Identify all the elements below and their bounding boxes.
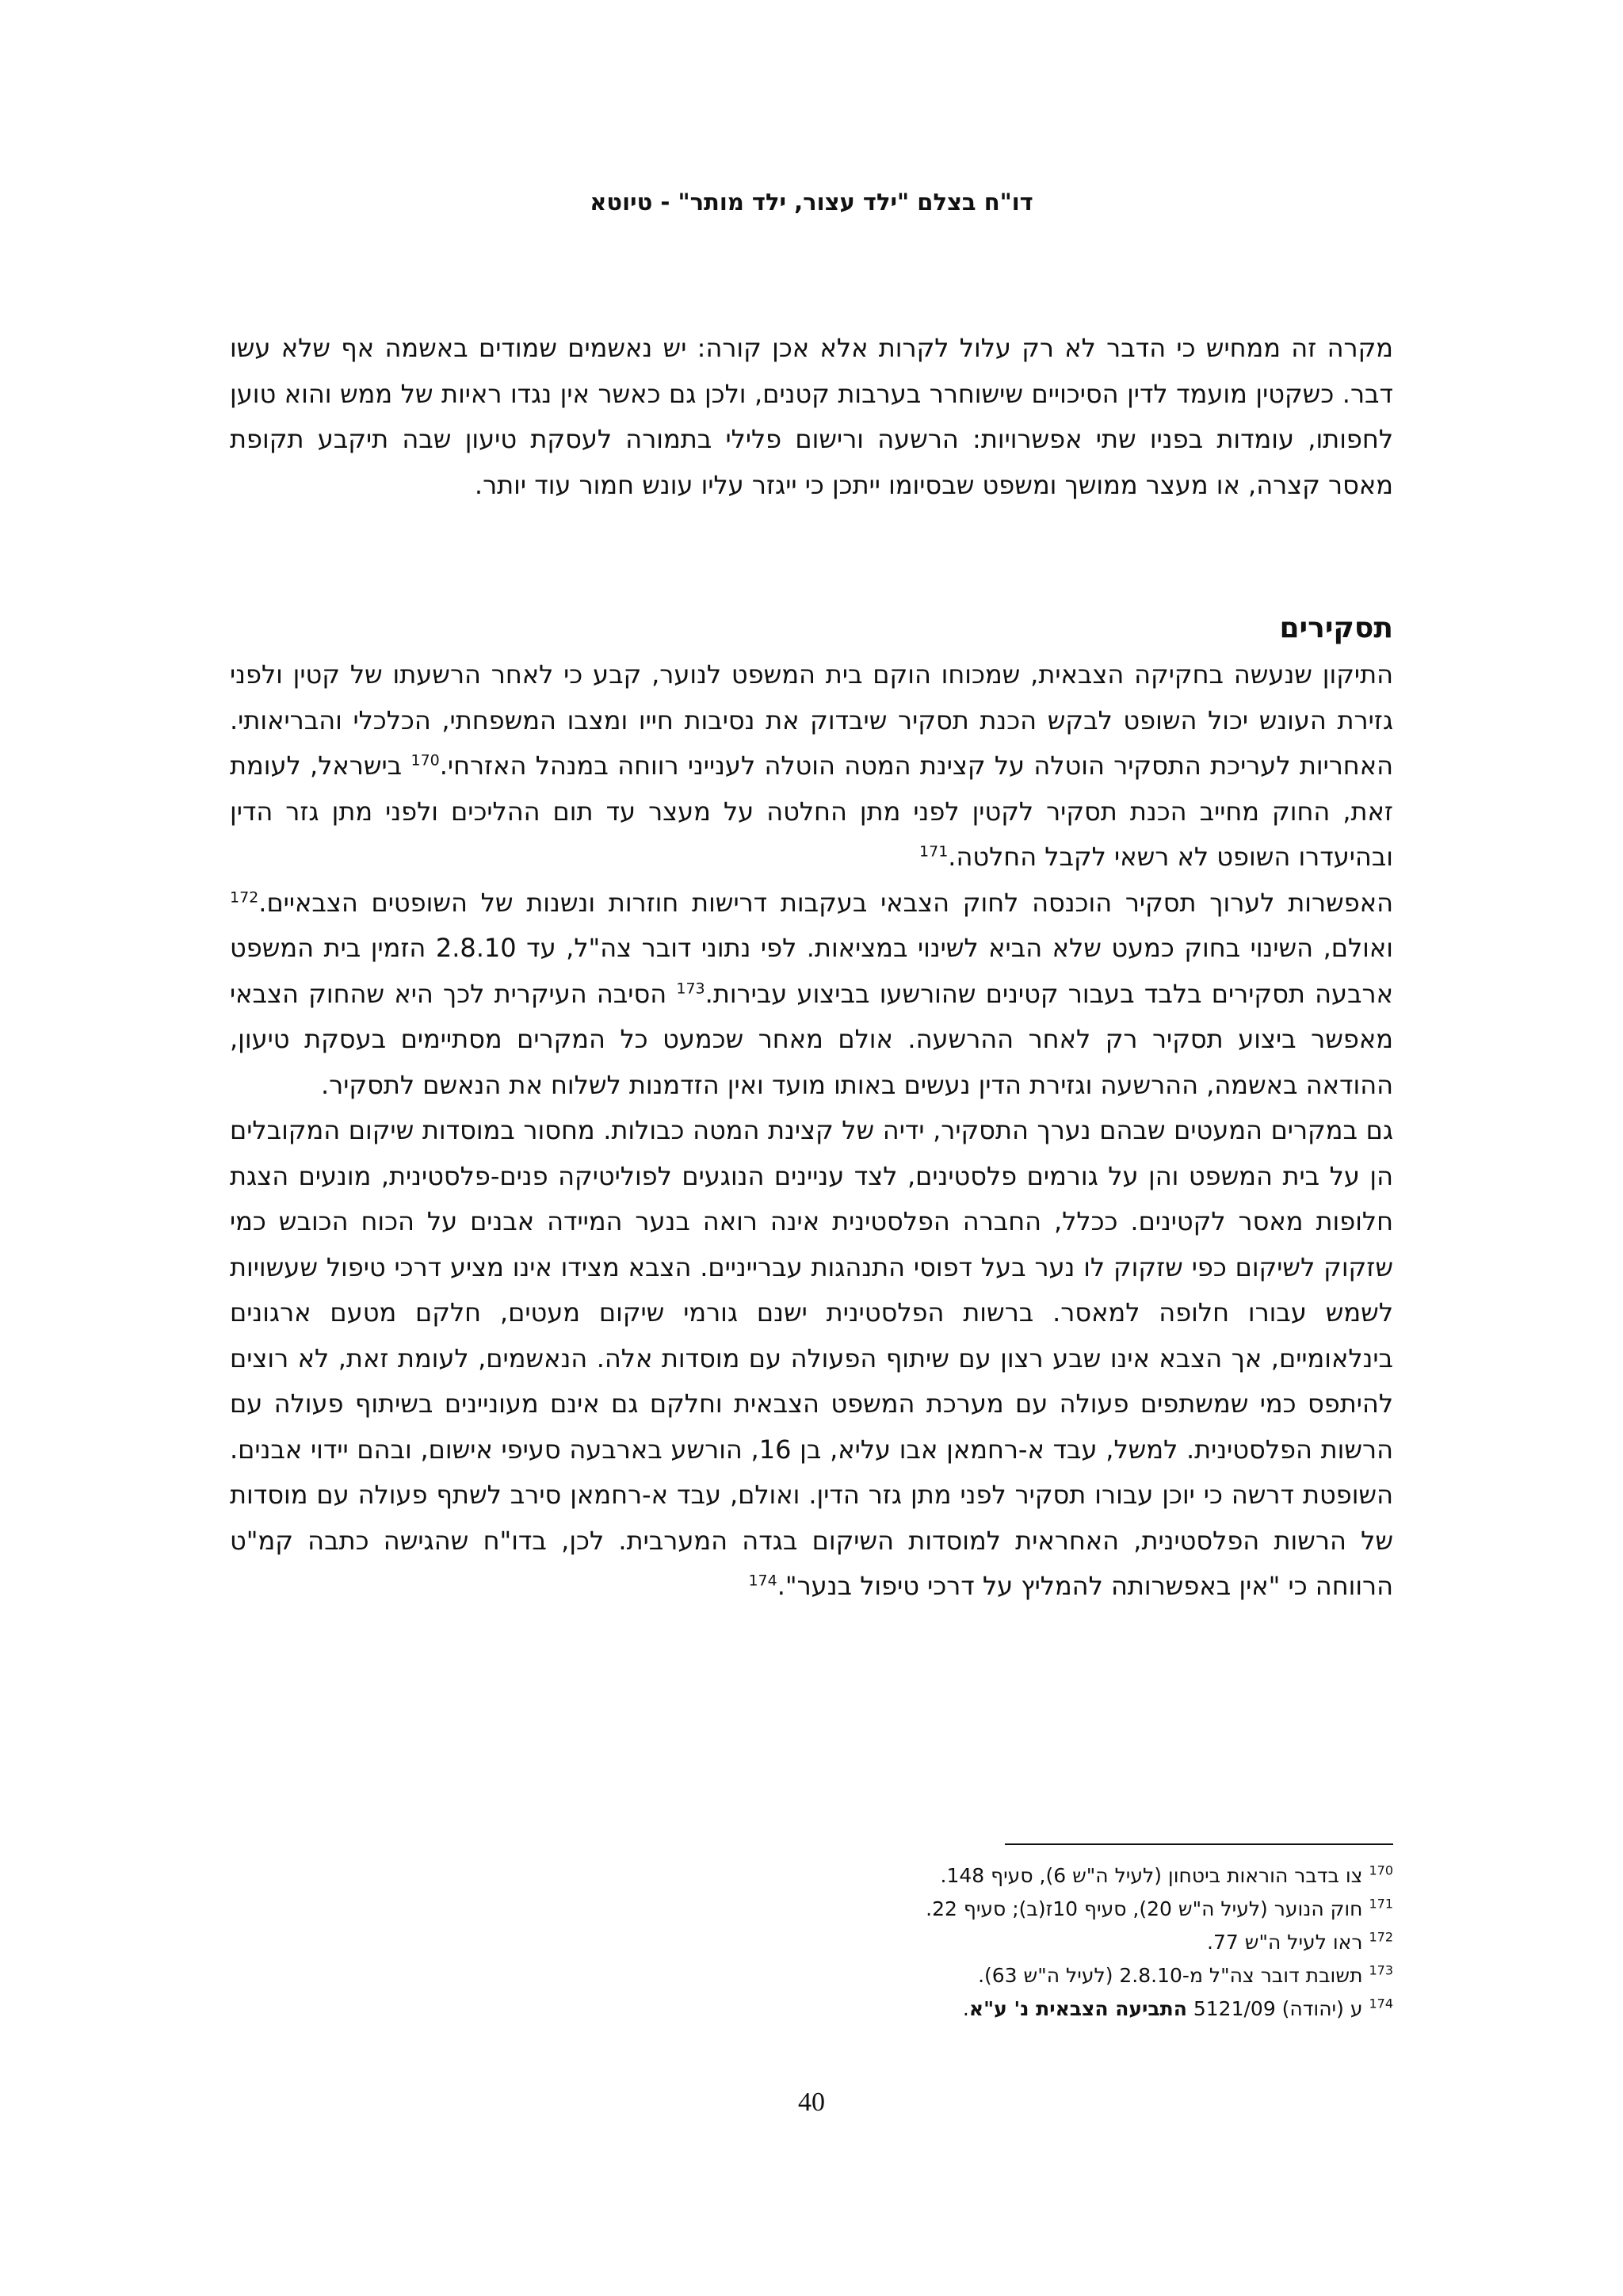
- footnote-separator: [1005, 1843, 1393, 1845]
- footnote-number: 174: [1369, 1996, 1393, 2011]
- page-number: 40: [798, 2088, 825, 2117]
- footnote-170: [230, 1859, 1393, 1893]
- running-header: דו"ח בצלם "ילד עצור, ילד מותר" - טיוטא: [590, 189, 1033, 216]
- footnote-171: [230, 1893, 1393, 1926]
- paragraph-2-text-a: התיקון שנעשה בחקיקה הצבאית, שמכוחו הוקם בית המשפט לנוער, קבע כי לאחר הרשעתו של קטין ולפני גזירת העונש יכול השופט לבקש הכנת תסקיר שיבדוק את נסיבות חייו ומצבו המשפחתי, הכלכלי והבריאותי. האחריות לעריכת התסקיר הוטלה על קצינת המטה הוטלה לענייני רווחה במנהל האזרחי.: [230, 659, 1394, 781]
- paragraph-3: [230, 881, 1393, 1109]
- footnote-ref-172[interactable]: 172: [230, 888, 259, 906]
- paragraph-1: מקרה זה ממחיש כי הדבר לא רק עלול לקרות אלא אכן קורה: יש נאשמים שמודים באשמה אף שלא עשו דבר. כשקטין מועמד לדין הסיכויים שישוחרר בערבות קטנים, ולכן גם כאשר אין נגדו ראיות של ממש והוא טוען לחפותו, עומדות בפניו שתי אפשרויות: הרשעה ורישום פלילי בתמורה לעסקת טיעון שבה תיקבע תקופת מאסר קצרה, או מעצר ממושך ומשפט שבסיומו ייתכן כי ייגזר עליו עונש חמור עוד יותר.: [230, 333, 1393, 500]
- footnote-text: חוק הנוער (לעיל ה"ש 20), סעיף 10ז(ב); סעיף 22.: [926, 1897, 1363, 1920]
- footnote-text: צו בדבר הוראות ביטחון (לעיל ה"ש 6), סעיף 148.: [940, 1864, 1363, 1887]
- footnote-172: [230, 1926, 1393, 1959]
- footnote-ref-173[interactable]: 173: [676, 979, 705, 997]
- footnote-case-name: התביעה הצבאית נ' ע"א: [968, 1997, 1187, 2020]
- paragraph-4: [230, 1108, 1393, 1610]
- footnote-173: [230, 1959, 1393, 1992]
- paragraph-2-text-b: בישראל, לעומת זאת, החוק מחייב הכנת תסקיר לקטין לפני מתן החלטה על מעצר עד תום ההליכים ולפני מתן גזר הדין ובהיעדרו השופט לא רשאי לקבל החלטה.: [230, 751, 1393, 872]
- paragraph-2: [230, 652, 1393, 881]
- footnote-text-c: .: [962, 1997, 969, 2020]
- footnote-text: ראו לעיל ה"ש 77.: [1207, 1931, 1363, 1954]
- footnote-text-a: ע (יהודה) 5121/09: [1186, 1997, 1363, 2020]
- paragraph-3-text-a: האפשרות לערוך תסקיר הוכנסה לחוק הצבאי בעקבות דרישות חוזרות ונשנות של השופטים הצבאיים.: [258, 887, 1393, 918]
- footnotes: [230, 1859, 1393, 2026]
- footnote-number: 173: [1369, 1962, 1393, 1978]
- paragraph-3-text-b: ואולם, השינוי בחוק כמעט שלא הביא לשינוי במציאות. לפי נתוני דובר צה"ל, עד 2.8.10 הזמין בית המשפט ארבעה תסקירים בלבד בעבור קטינים שהורשעו בביצוע עבירות.: [230, 933, 1394, 1009]
- footnote-text: תשובת דובר צה"ל מ-2.8.10 (לעיל ה"ש 63).: [978, 1964, 1363, 1987]
- footnote-number: 171: [1369, 1896, 1393, 1912]
- footnote-ref-174[interactable]: 174: [748, 1572, 777, 1590]
- footnote-number: 172: [1369, 1929, 1393, 1945]
- paragraph-4-text-a: גם במקרים המעטים שבהם נערך התסקיר, ידיה של קצינת המטה כבולות. מחסור במוסדות שיקום המקובלים הן על בית המשפט והן על גורמים פלסטינים, לצד עניינים הנוגעים לפוליטיקה פנים-פלסטינית, מונעים הצגת חלופות מאסר לקטינים. ככלל, החברה הפלסטינית אינה רואה בנער המיידה אבנים על הכוח הכובש כמי שזקוק לשיקום כפי שזקוק לו נער בעל דפוסי התנהגות עברייניים. הצבא מצידו אינו מציע דרכי טיפול שעשויות לשמש עבורו חלופה למאסר. ברשות הפלסטינית ישנם גורמי שיקום מעטים, חלקם מטעם ארגונים בינלאומיים, אך הצבא אינו שבע רצון עם שיתוף הפעולה עם מוסדות אלה. הנאשמים, לעומת זאת, לא רוצים להיתפס כמי שמשתפים פעולה עם מערכת המשפט הצבאית וחלקם גם אינם מעוניינים בשיתוף פעולה עם הרשות הפלסטינית. למשל, עבד א-רחמאן אבו עליא, בן 16, הורשע בארבעה סעיפי אישום, ובהם יידוי אבנים. השופטת דרשה כי יוכן עבורו תסקיר לפני מתן גזר הדין. ואולם, עבד א-רחמאן סירב לשתף פעולה עם מוסדות של הרשות הפלסטינית, האחראית למוסדות השיקום בגדה המערבית. לכן, בדו"ח שהגישה כתבה קמ"ט הרווחה כי "אין באפשרותה להמליץ על דרכי טיפול בנער".: [230, 1115, 1394, 1601]
- paragraph-intro: [230, 326, 1393, 508]
- footnote-number: 170: [1369, 1862, 1393, 1878]
- footnote-ref-171[interactable]: 171: [919, 842, 949, 861]
- section-tasqirim: [230, 605, 1393, 1610]
- section-heading: תסקירים: [1279, 612, 1393, 644]
- footnote-174: [230, 1992, 1393, 2026]
- footnote-ref-170[interactable]: 170: [411, 751, 440, 770]
- paragraph-3-text-c: הסיבה העיקרית לכך היא שהחוק הצבאי מאפשר ביצוע תסקיר רק לאחר ההרשעה. אולם מאחר שכמעט כל המקרים מסתיימים בעסקת טיעון, ההודאה באשמה, ההרשעה וגזירת הדין נעשים באותו מועד ואין הזדמנות לשלוח את הנאשם לתסקיר.: [230, 978, 1393, 1100]
